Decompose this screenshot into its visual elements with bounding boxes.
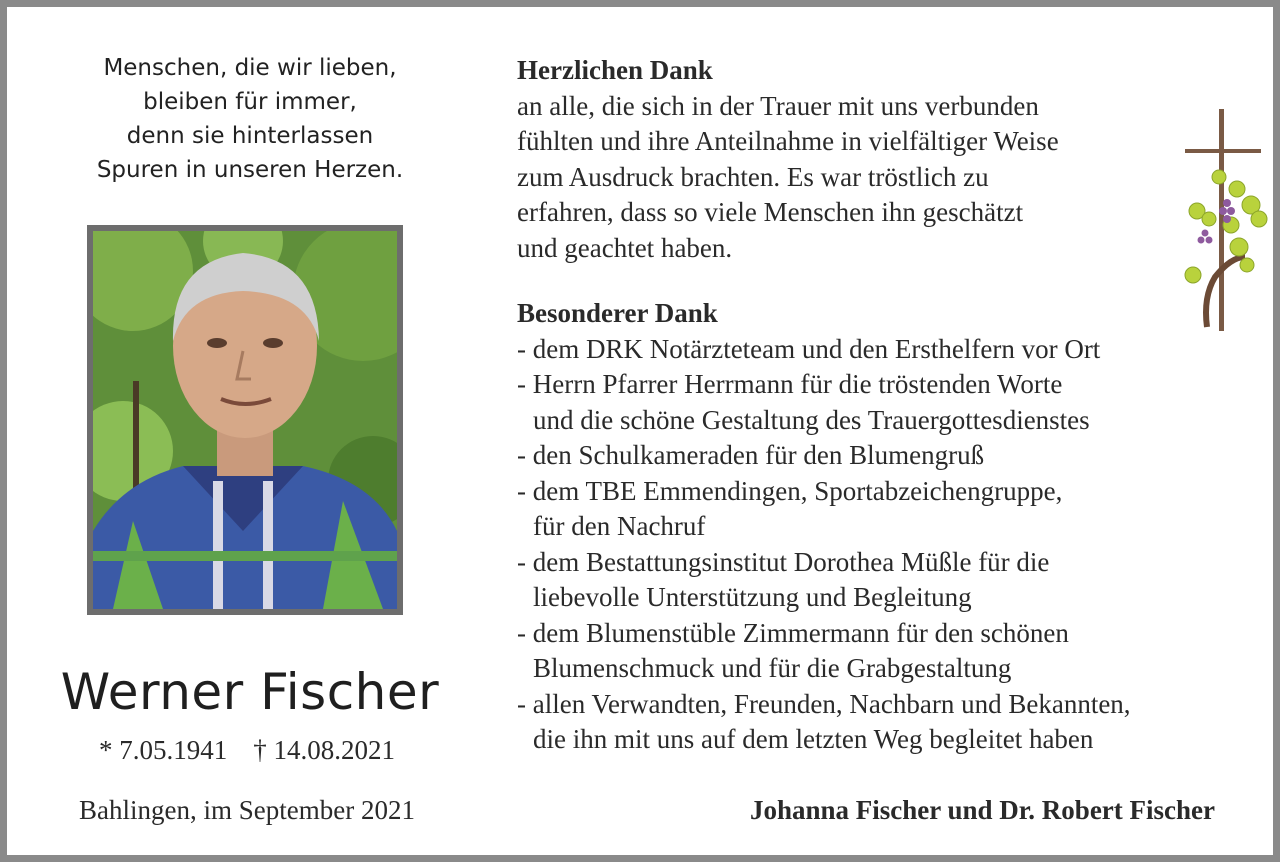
life-dates [47, 735, 447, 766]
motto-line: bleiben für immer, [143, 89, 357, 115]
thanks-line: zum Ausdruck brachten. Es war tröstlich zu [517, 161, 989, 192]
special-thanks-line: - dem TBE Emmendingen, Sportabzeichengruppe, [517, 475, 1063, 506]
special-thanks-line: - Herrn Pfarrer Herrmann für die tröstenden Worte [517, 369, 1063, 399]
cross-with-grapevine-icon [1179, 107, 1271, 335]
place-and-date: Bahlingen, im September 2021 [79, 795, 415, 825]
thanks-line: erfahren, dass so viele Menschen ihn geschätzt [517, 197, 1024, 227]
signature: Johanna Fischer und Dr. Robert Fischer [749, 795, 1215, 825]
birth-date: * 7.05.1941 [99, 735, 228, 765]
thanks-line: und geachtet haben. [517, 232, 733, 263]
death-date: † 14.08.2021 [253, 735, 395, 765]
motto-verse [55, 51, 445, 187]
thanks-line: an alle, die sich in der Trauer mit uns verbunden [517, 90, 1039, 121]
special-thanks-line: - dem Bestattungsinstitut Dorothea Müßle für die [517, 546, 1050, 577]
portrait-photo [87, 225, 403, 615]
special-thanks-heading: Besonderer Dank [517, 298, 718, 328]
special-thanks-line: liebevolle Unterstützung und Begleitung [533, 582, 972, 612]
thanks-text [517, 53, 1207, 758]
motto-line: Spuren in unseren Herzen. [96, 157, 404, 183]
special-thanks-line: und die schöne Gestaltung des Trauergottesdienstes [533, 404, 1090, 435]
portrait-image [93, 231, 397, 609]
special-thanks-line: - dem Blumenstüble Zimmermann für den schönen [517, 617, 1069, 648]
special-thanks-line: die ihn mit uns auf dem letzten Weg begleitet haben [533, 724, 1094, 754]
motto-line: Menschen, die wir lieben, [103, 55, 397, 81]
special-thanks-line: für den Nachruf [533, 511, 706, 541]
special-thanks-line: Blumenschmuck und für die Grabgestaltung [533, 653, 1012, 683]
thanks-heading: Herzlichen Dank [517, 55, 713, 85]
special-thanks-line: - den Schulkameraden für den Blumengruß [517, 440, 985, 470]
motto-line: denn sie hinterlassen [126, 123, 374, 149]
special-thanks-line: - dem DRK Notärzteteam und den Ersthelfern vor Ort [517, 333, 1101, 364]
deceased-name: Werner Fischer [60, 663, 440, 721]
thanks-line: fühlten und ihre Anteilnahme in vielfältiger Weise [517, 126, 1059, 156]
special-thanks-line: - allen Verwandten, Freunden, Nachbarn und Bekannten, [517, 688, 1131, 719]
